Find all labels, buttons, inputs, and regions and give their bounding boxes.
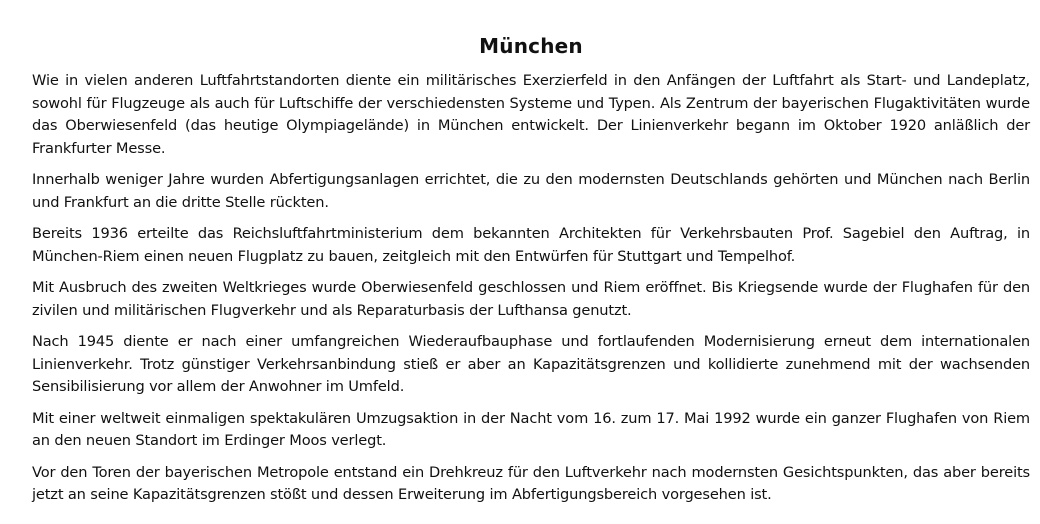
paragraph-5: Nach 1945 diente er nach einer umfangreichen Wiederaufbauphase und fortlaufenden Modernisierung erneut dem internationalen Linienverkehr. Trotz günstiger Verkehrsanbindung stieß er aber an Kapazitätsgrenzen und kollidierte zunehmend mit der wachsenden Sensibilisierung vor allem der Anwohner im Umfeld. <box>32 333 1030 395</box>
paragraph-4: Mit Ausbruch des zweiten Weltkrieges wurde Oberwiesenfeld geschlossen und Riem eröffnet. Bis Kriegsende wurde der Flughafen für den zivilen und militärischen Flugverkehr und als Reparaturbasis der Lufthansa genutzt. <box>32 279 1030 319</box>
document-title: München <box>479 34 583 58</box>
paragraph-6: Mit einer weltweit einmaligen spektakulären Umzugsaktion in der Nacht vom 16. zum 17. Mai 1992 wurde ein ganzer Flughafen von Riem an den neuen Standort im Erdinger Moos verlegt. <box>32 409 1030 449</box>
paragraph-2: Innerhalb weniger Jahre wurden Abfertigungsanlagen errichtet, die zu den modernsten Deutschlands gehörten und München nach Berlin und Frankfurt an die dritte Stelle rückten. <box>32 171 1030 211</box>
paragraph-7: Vor den Toren der bayerischen Metropole entstand ein Drehkreuz für den Luftverkehr nach modernsten Gesichtspunkten, das aber bereits jetzt an seine Kapazitätsgrenzen stößt und dessen Erweiterung im Abfertigungsbereich vorgesehen ist. <box>32 463 1030 503</box>
paragraph-3: Bereits 1936 erteilte das Reichsluftfahrtministerium dem bekannten Architekten für Verkehrsbauten Prof. Sagebiel den Auftrag, in München-Riem einen neuen Flugplatz zu bauen, zeitgleich mit den Entwürfen für Stuttgart und Tempelhof. <box>32 225 1030 265</box>
paragraph-1: Wie in vielen anderen Luftfahrtstandorten diente ein militärisches Exerzierfeld in den Anfängen der Luftfahrt als Start- und Landeplatz, sowohl für Flugzeuge als auch für Luftschiffe der verschiedensten Systeme und Typen. Als Zentrum der bayerischen Flugaktivitäten wurde das Oberwiesenfeld (das heutige Olympiagelände) in München entwickelt. Der Linienverkehr begann im Oktober 1920 anläßlich der Frankfurter Messe. <box>32 72 1030 157</box>
